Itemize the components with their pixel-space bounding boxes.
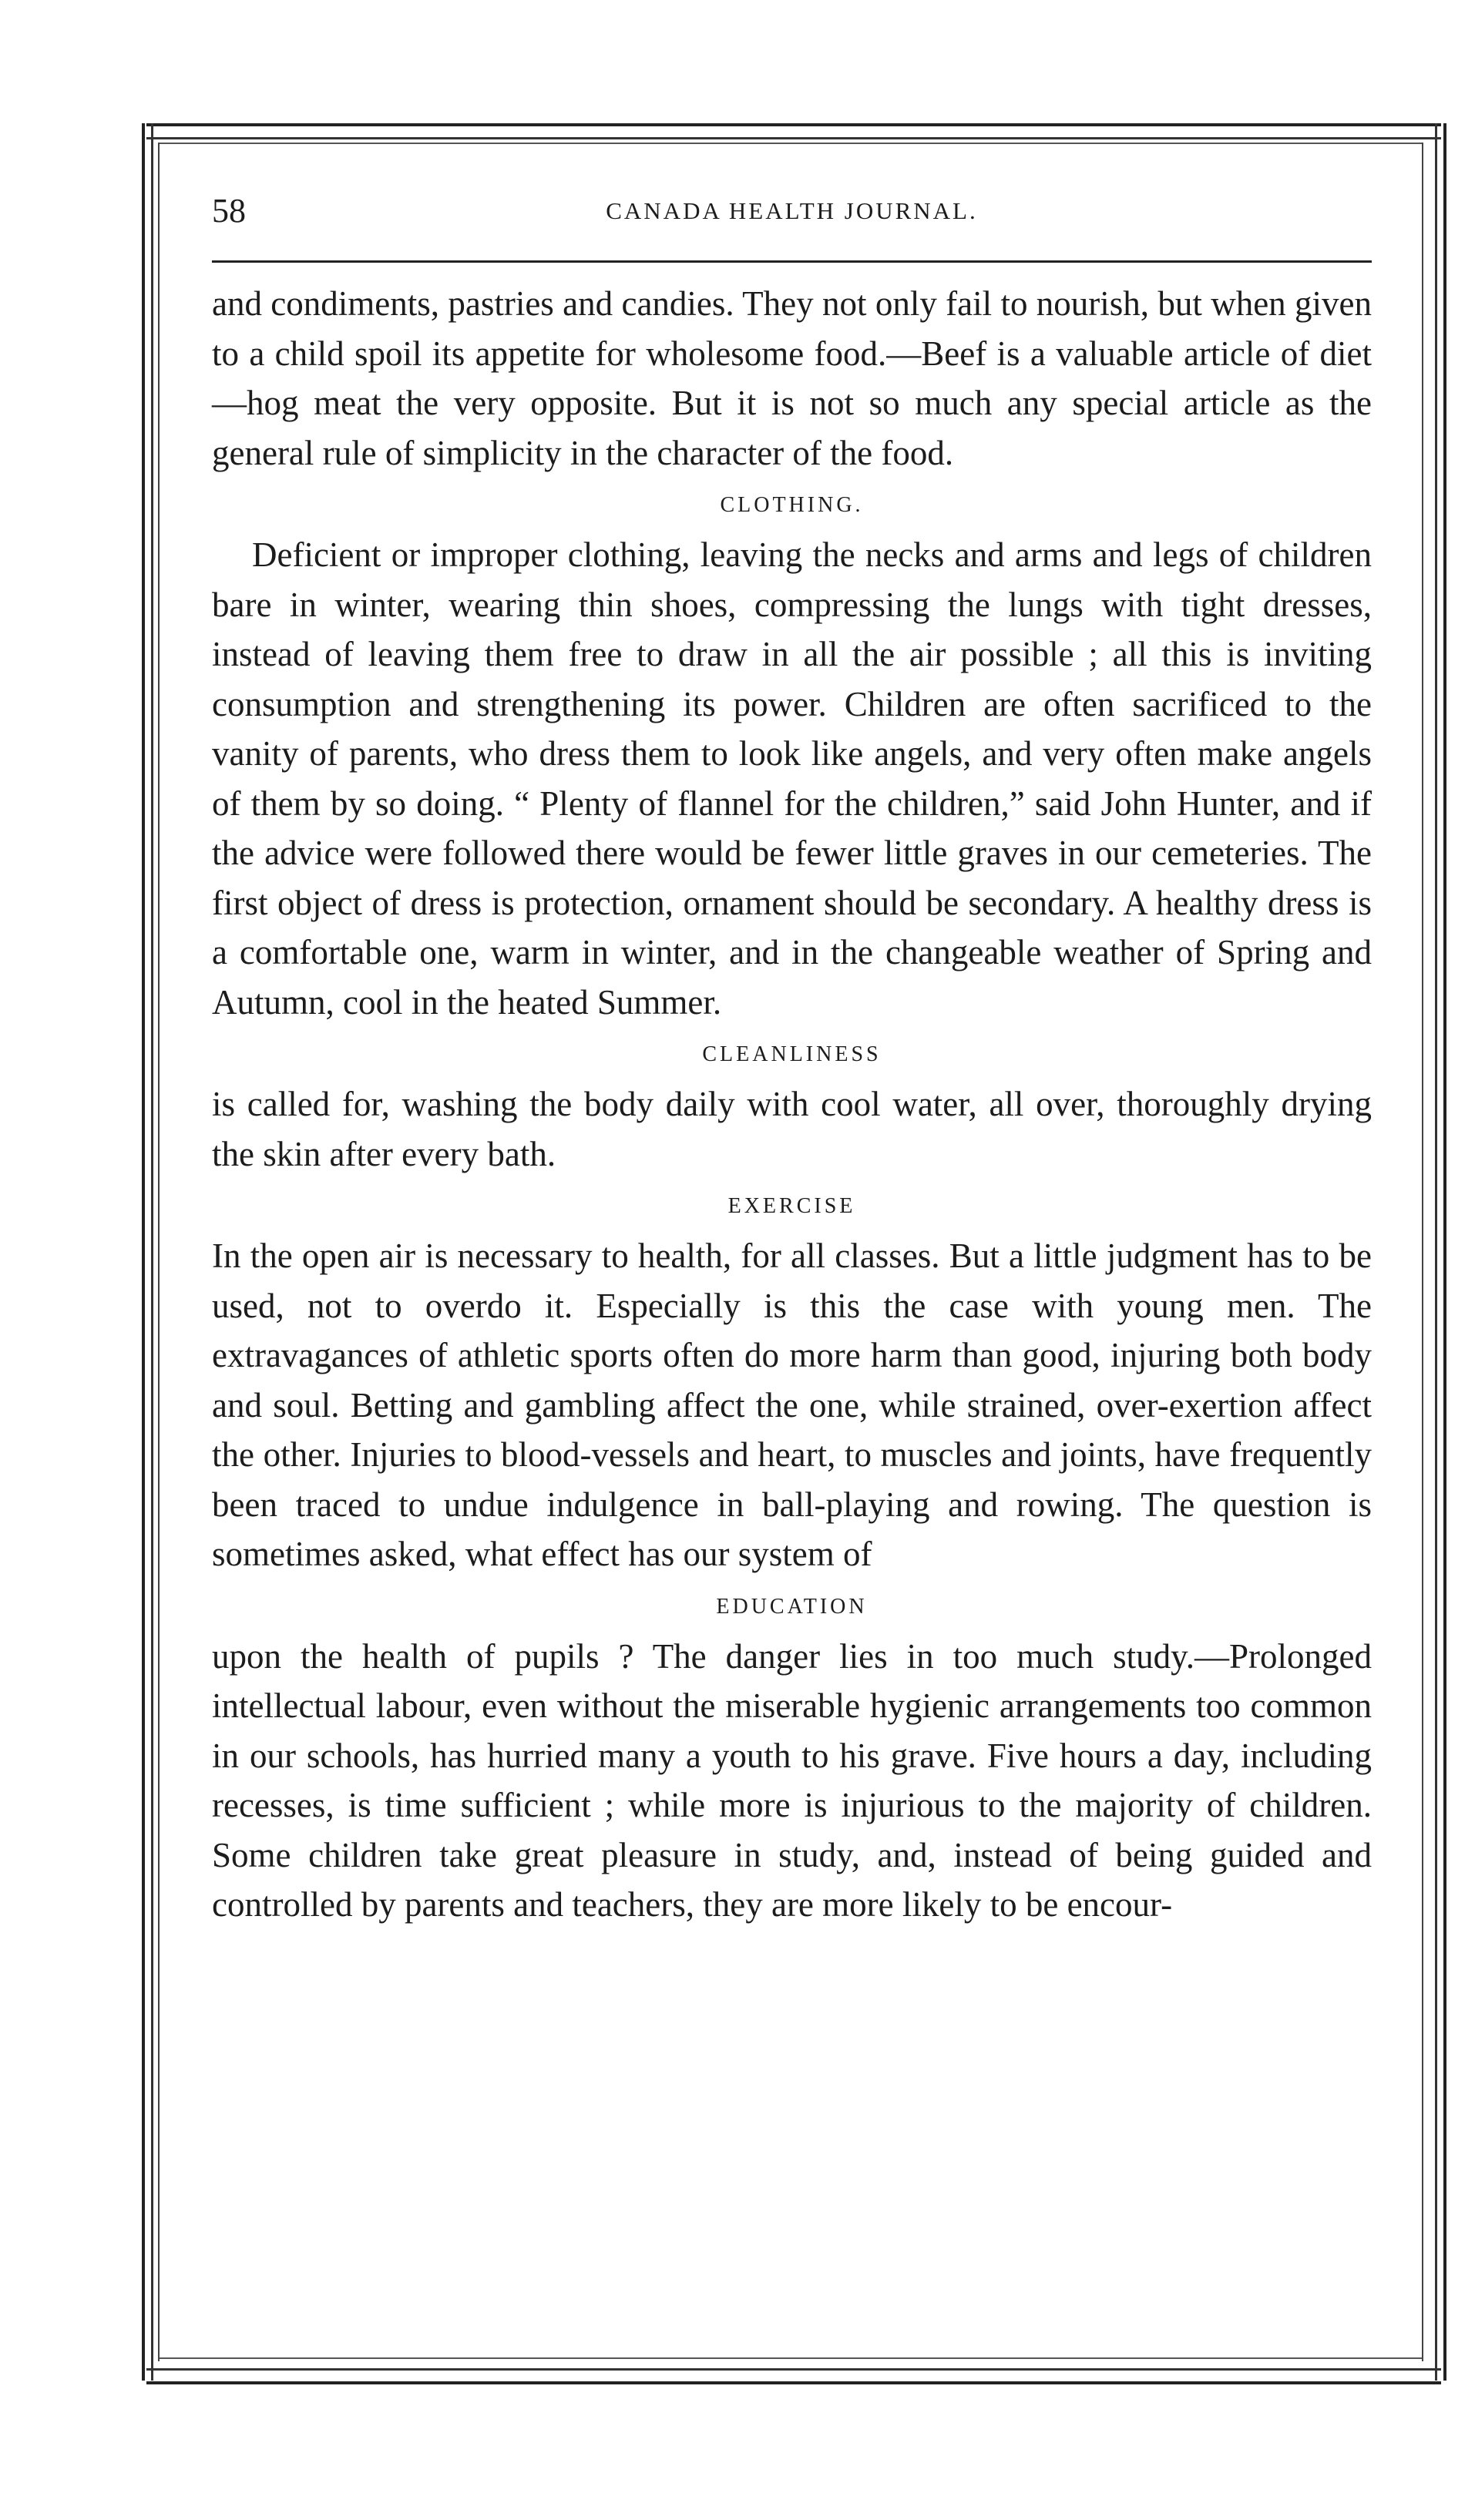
border-right-double-rule (1435, 123, 1446, 2381)
paragraph-cleanliness: is called for, washing the body daily with cool water, all over, thoroughly drying the skin after every bath. (212, 1085, 1372, 1173)
page-number: 58 (212, 192, 246, 230)
section-heading-cleanliness: CLEANLINESS (702, 1042, 882, 1066)
section-heading-education: EDUCATION (716, 1594, 868, 1619)
paragraph-clothing: Deficient or improper clothing, leaving the necks and arms and legs of children bare in winter, wearing thin shoes, compressing the lungs with tight dresses, instead of leaving them free to draw in all the air possible ; all this is inviting consumption and strengthening its power. Children are often sacrificed to the vanity of parents, who dress them to look like angels, and very often make angels of them by so doing. “ Plenty of flannel for the children,” said John Hunter, and if the advice were followed there would be fewer little graves in our cemeteries. The first object of dress is protection, ornament should be secondary. A healthy dress is a comfortable one, warm in winter, and in the changeable weather of Spring and Autumn, cool in the heated Summer. (212, 535, 1372, 1022)
border-top-inner-rule (158, 143, 1423, 144)
paragraph-diet-continued: and condiments, pastries and candies. They not only fail to nourish, but when given to a child spoil its appetite for wholesome food.—Beef is a valuable article of diet—hog meat the very opposite. But it is not so much any special article as the general rule of simplicity in the character of the food. (212, 284, 1372, 472)
header-rule (212, 260, 1372, 263)
border-left-inner-rule (158, 143, 160, 2361)
paragraph-exercise: In the open air is necessary to health, for all classes. But a little judgment has to be used, not to overdo it. Especially is this the case with young men. The extravagances of athletic sports often do more harm than good, injuring both body and soul. Betting and gambling affect the one, while strained, over-exertion affect the other. Injuries to blood-vessels and heart, to muscles and joints, have frequently been traced to undue indulgence in ball-playing and rowing. The question is sometimes asked, what effect has our system of (212, 1237, 1372, 1573)
section-heading-clothing: CLOTHING. (720, 493, 864, 517)
border-bottom-double-rule (146, 2368, 1441, 2384)
border-left-double-rule (142, 123, 153, 2381)
border-top-double-rule (146, 123, 1441, 139)
border-right-inner-rule (1422, 143, 1423, 2361)
page-header (212, 183, 1372, 253)
section-heading-exercise: EXERCISE (727, 1194, 856, 1218)
border-bottom-inner-rule (158, 2357, 1423, 2359)
article-body (212, 279, 1372, 1930)
paragraph-education: upon the health of pupils ? The danger lies in too much study.—Prolonged intellectual labour, even without the miserable hygienic arrangements too common in our schools, has hurried many a youth to his grave. Five hours a day, including recesses, is time sufficient ; while more is injurious to the majority of children. Some children take great pleasure in study, and, instead of being guided and controlled by parents and teachers, they are more likely to be encour- (212, 1636, 1372, 1924)
running-head: CANADA HEALTH JOURNAL. (606, 197, 978, 224)
